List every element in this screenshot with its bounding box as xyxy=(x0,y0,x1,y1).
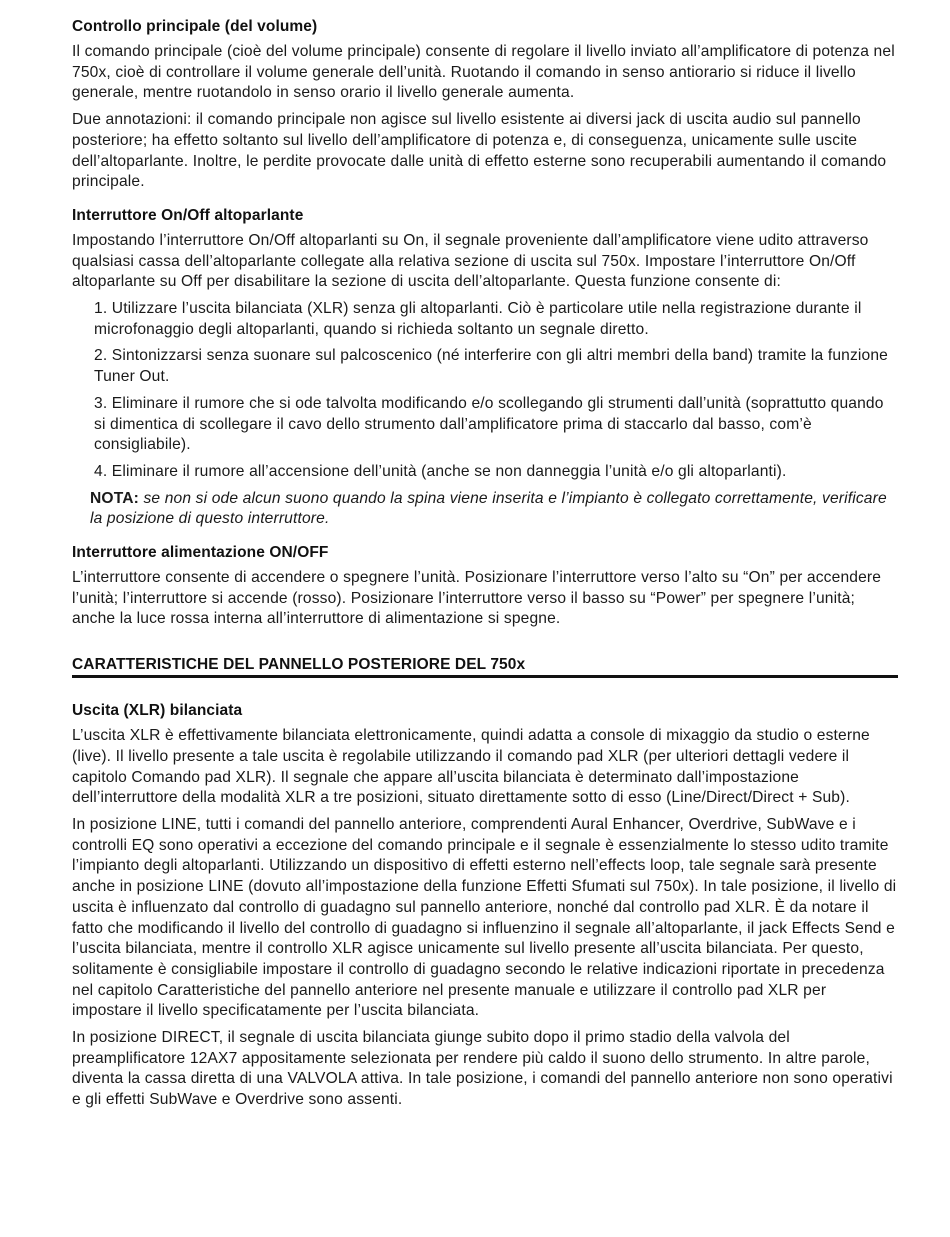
paragraph: Due annotazioni: il comando principale non agisce sul livello esistente ai diversi jack di uscita audio sul pannello posteriore; ha effetto soltanto sul livello dell’amplificatore di potenza e, di conseguenza, unicamente sulle uscite dell’altoparlante. Inoltre, le perdite provocate dalle unità di effetto esterne sono recuperabili aumentando il comando principale. xyxy=(72,111,887,191)
paragraph: Il comando principale (cioè del volume principale) consente di regolare il livello inviato all’amplificatore di potenza nel 750x, cioè di controllare il volume generale dell’unità. Ruotando il comando in senso antiorario si riduce il livello generale, mentre ruotandolo in senso orario il livello generale aumenta. xyxy=(72,43,895,102)
manual-page xyxy=(72,18,898,1125)
list-item: 3. Eliminare il rumore che si ode talvolta modificando e/o scollegando gli strumenti dall’unità (soprattutto quando si dimentica di scollegare il cavo dello strumento dall’amplificatore prima di staccarlo dal basso, com’è consigliabile). xyxy=(94,394,884,454)
section-speaker-switch xyxy=(72,207,898,530)
list-item: 2. Sintonizzarsi senza suonare sul palcoscenico (né interferire con gli altri membri della band) tramite la funzione Tuner Out. xyxy=(94,347,889,386)
paragraph: In posizione LINE, tutti i comandi del pannello anteriore, comprendenti Aural Enhancer, Overdrive, SubWave e i controlli EQ sono operativi a eccezione del comando principale e il segnale è essenzialmente lo stesso udito tramite l’impianto degli altoparlanti. Utilizzando un dispositivo di effetti esterno nell’effects loop, tale segnale sarà presente anche in posizione LINE (dovuto all’impostazione della funzione Effetti Sfumati sul 750x). In tale posizione, il livello di uscita è influenzato dal controllo di guadagno sul pannello anteriore, nonché dal controllo pad XLR. È da notare il fatto che modificando il livello del controllo di guadagno si influenzino il segnale all’altoparlante, il jack Effects Send e l’uscita bilanciata, mentre il controllo XLR agisce unicamente sul livello presente all’uscita bilanciata. Per questo, solitamente è consigliabile impostare il controllo di guadagno secondo le relative indicazioni riportate in precedenza nel capitolo Caratteristiche del pannello anteriore nel presente manuale e utilizzare il controllo pad XLR per impostare il livello specificatamente per l’uscita bilanciata. xyxy=(72,815,897,1020)
note xyxy=(90,489,898,530)
note-text: se non si ode alcun suono quando la spina viene inserita e l’impianto è collegato correttamente, verificare la posizione di questo interruttore. xyxy=(90,489,887,528)
section-heading: Controllo principale (del volume) xyxy=(72,18,318,35)
paragraph: In posizione DIRECT, il segnale di uscita bilanciata giunge subito dopo il primo stadio della valvola del preamplificatore 12AX7 appositamente selezionata per rendere più caldo il suono dello strumento. In altre parole, diventa la cassa diretta di una VALVOLA attiva. In tale posizione, i comandi del pannello anteriore non sono operativi e gli effetti SubWave e Overdrive sono assenti. xyxy=(72,1029,893,1109)
section-heading: Interruttore On/Off altoparlante xyxy=(72,206,304,224)
chapter-title: CARATTERISTICHE DEL PANNELLO POSTERIORE DEL 750x xyxy=(72,656,526,674)
paragraph: L’interruttore consente di accendere o spegnere l’unità. Posizionare l’interruttore verso l’alto su “On” per accendere l’unità; l’interruttore si accende (rosso). Posizionare l’interruttore verso il basso su “Power” per spegnere l’unità; anche la luce rossa interna all’interruttore di alimentazione si spegne. xyxy=(72,569,882,628)
paragraph: Impostando l’interruttore On/Off altoparlanti su On, il segnale proveniente dall’amplificatore viene udito attraverso qualsiasi cassa dell’altoparlante collegate alla relativa sezione di uscita sul 750x. Impostare l’interruttore On/Off altoparlante su Off per disabilitare la sezione di uscita dell’altoparlante. Questa funzione consente di: xyxy=(72,231,869,291)
section-power-switch xyxy=(72,544,898,630)
list-item: 1. Utilizzare l’uscita bilanciata (XLR) senza gli altoparlanti. Ciò è particolare utile nella registrazione durante il microfonaggio degli altoparlanti, quando si richieda soltanto un segnale diretto. xyxy=(94,300,862,338)
paragraph: L’uscita XLR è effettivamente bilanciata elettronicamente, quindi adatta a console di mixaggio da studio o esterne (live). Il livello presente a tale uscita è regolabile utilizzando il comando pad XLR (per ulteriori dettagli vedere il capitolo Comando pad XLR). Il segnale che appare all’uscita bilanciata è determinato dall’impostazione dell’interruttore della modalità XLR a tre posizioni, situato direttamente sotto di esso (Line/Direct/Direct + Sub). xyxy=(72,727,870,807)
section-master-volume xyxy=(72,18,898,193)
list-item: 4. Eliminare il rumore all’accensione dell’unità (anche se non danneggia l’unità e/o gli altoparlanti). xyxy=(94,462,787,480)
chapter-header xyxy=(72,656,898,678)
section-heading: Interruttore alimentazione ON/OFF xyxy=(72,544,329,562)
section-heading: Uscita (XLR) bilanciata xyxy=(72,702,243,720)
section-balanced-output xyxy=(72,702,898,1111)
note-label: NOTA: xyxy=(90,489,139,507)
